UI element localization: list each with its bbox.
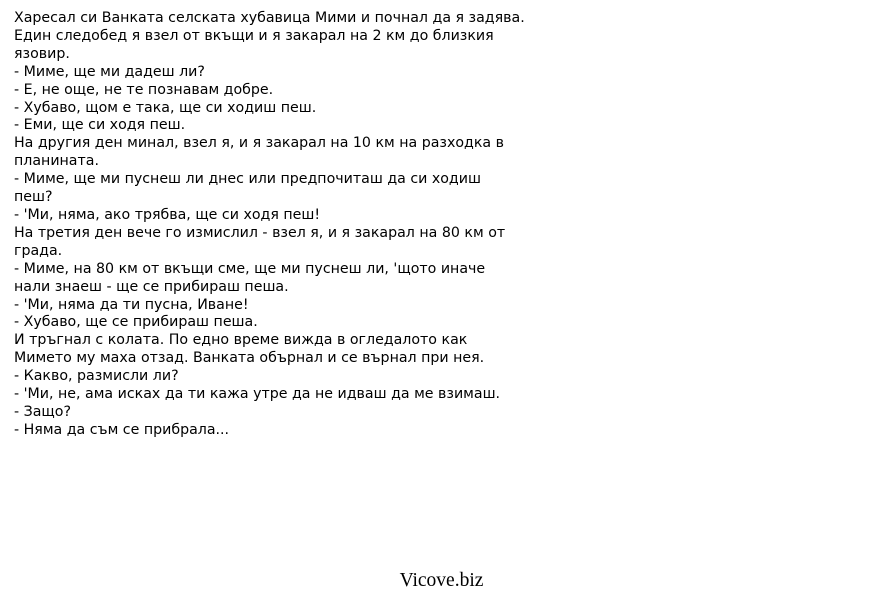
joke-line: Мимето му маха отзад. Ванката обърнал и се върнал при нея. <box>14 350 485 367</box>
joke-line: - 'Ми, няма да ти пусна, Иване! <box>14 296 249 313</box>
joke-line: Един следобед я взел от вкъщи и я закарал на 2 км до близкия <box>14 27 494 44</box>
joke-line: На третия ден вече го измислил - взел я, и я закарал на 80 км от <box>14 224 506 241</box>
joke-line: - Какво, размисли ли? <box>14 368 179 385</box>
joke-line: града. <box>14 242 63 259</box>
joke-line: - 'Ми, не, ама исках да ти кажа утре да не идваш да ме взимаш. <box>14 386 501 403</box>
joke-line: - Миме, ще ми пуснеш ли днес или предпочиташ да си ходиш <box>14 171 481 188</box>
joke-line: - Еми, ще си ходя пеш. <box>14 117 186 134</box>
joke-line: - 'Ми, няма, ако трябва, ще си ходя пеш! <box>14 206 321 223</box>
joke-line: На другия ден минал, взел я, и я закарал на 10 км на разходка в <box>14 135 504 152</box>
joke-text <box>14 10 574 440</box>
joke-line: - Миме, на 80 км от вкъщи сме, ще ми пуснеш ли, 'щото иначе <box>14 260 486 277</box>
joke-line: - Хубаво, ще се прибираш пеша. <box>14 314 258 331</box>
joke-line: - Е, не още, не те познавам добре. <box>14 81 274 98</box>
joke-line: - Защо? <box>14 403 71 420</box>
joke-line: И тръгнал с колата. По едно време вижда в огледалото как <box>14 332 468 349</box>
joke-line: - Миме, ще ми дадеш ли? <box>14 63 205 80</box>
joke-line: язовир. <box>14 45 70 62</box>
site-watermark: Vicove.biz <box>399 570 484 591</box>
joke-line: Харесал си Ванката селската хубавица Мими и почнал да я задява. <box>14 10 525 26</box>
joke-line: пеш? <box>14 189 53 206</box>
joke-line: - Хубаво, щом е така, ще си ходиш пеш. <box>14 99 317 116</box>
joke-line: - Няма да съм се прибрала... <box>14 421 230 438</box>
joke-line: планината. <box>14 153 99 170</box>
joke-line: нали знаеш - ще се прибираш пеша. <box>14 278 289 295</box>
